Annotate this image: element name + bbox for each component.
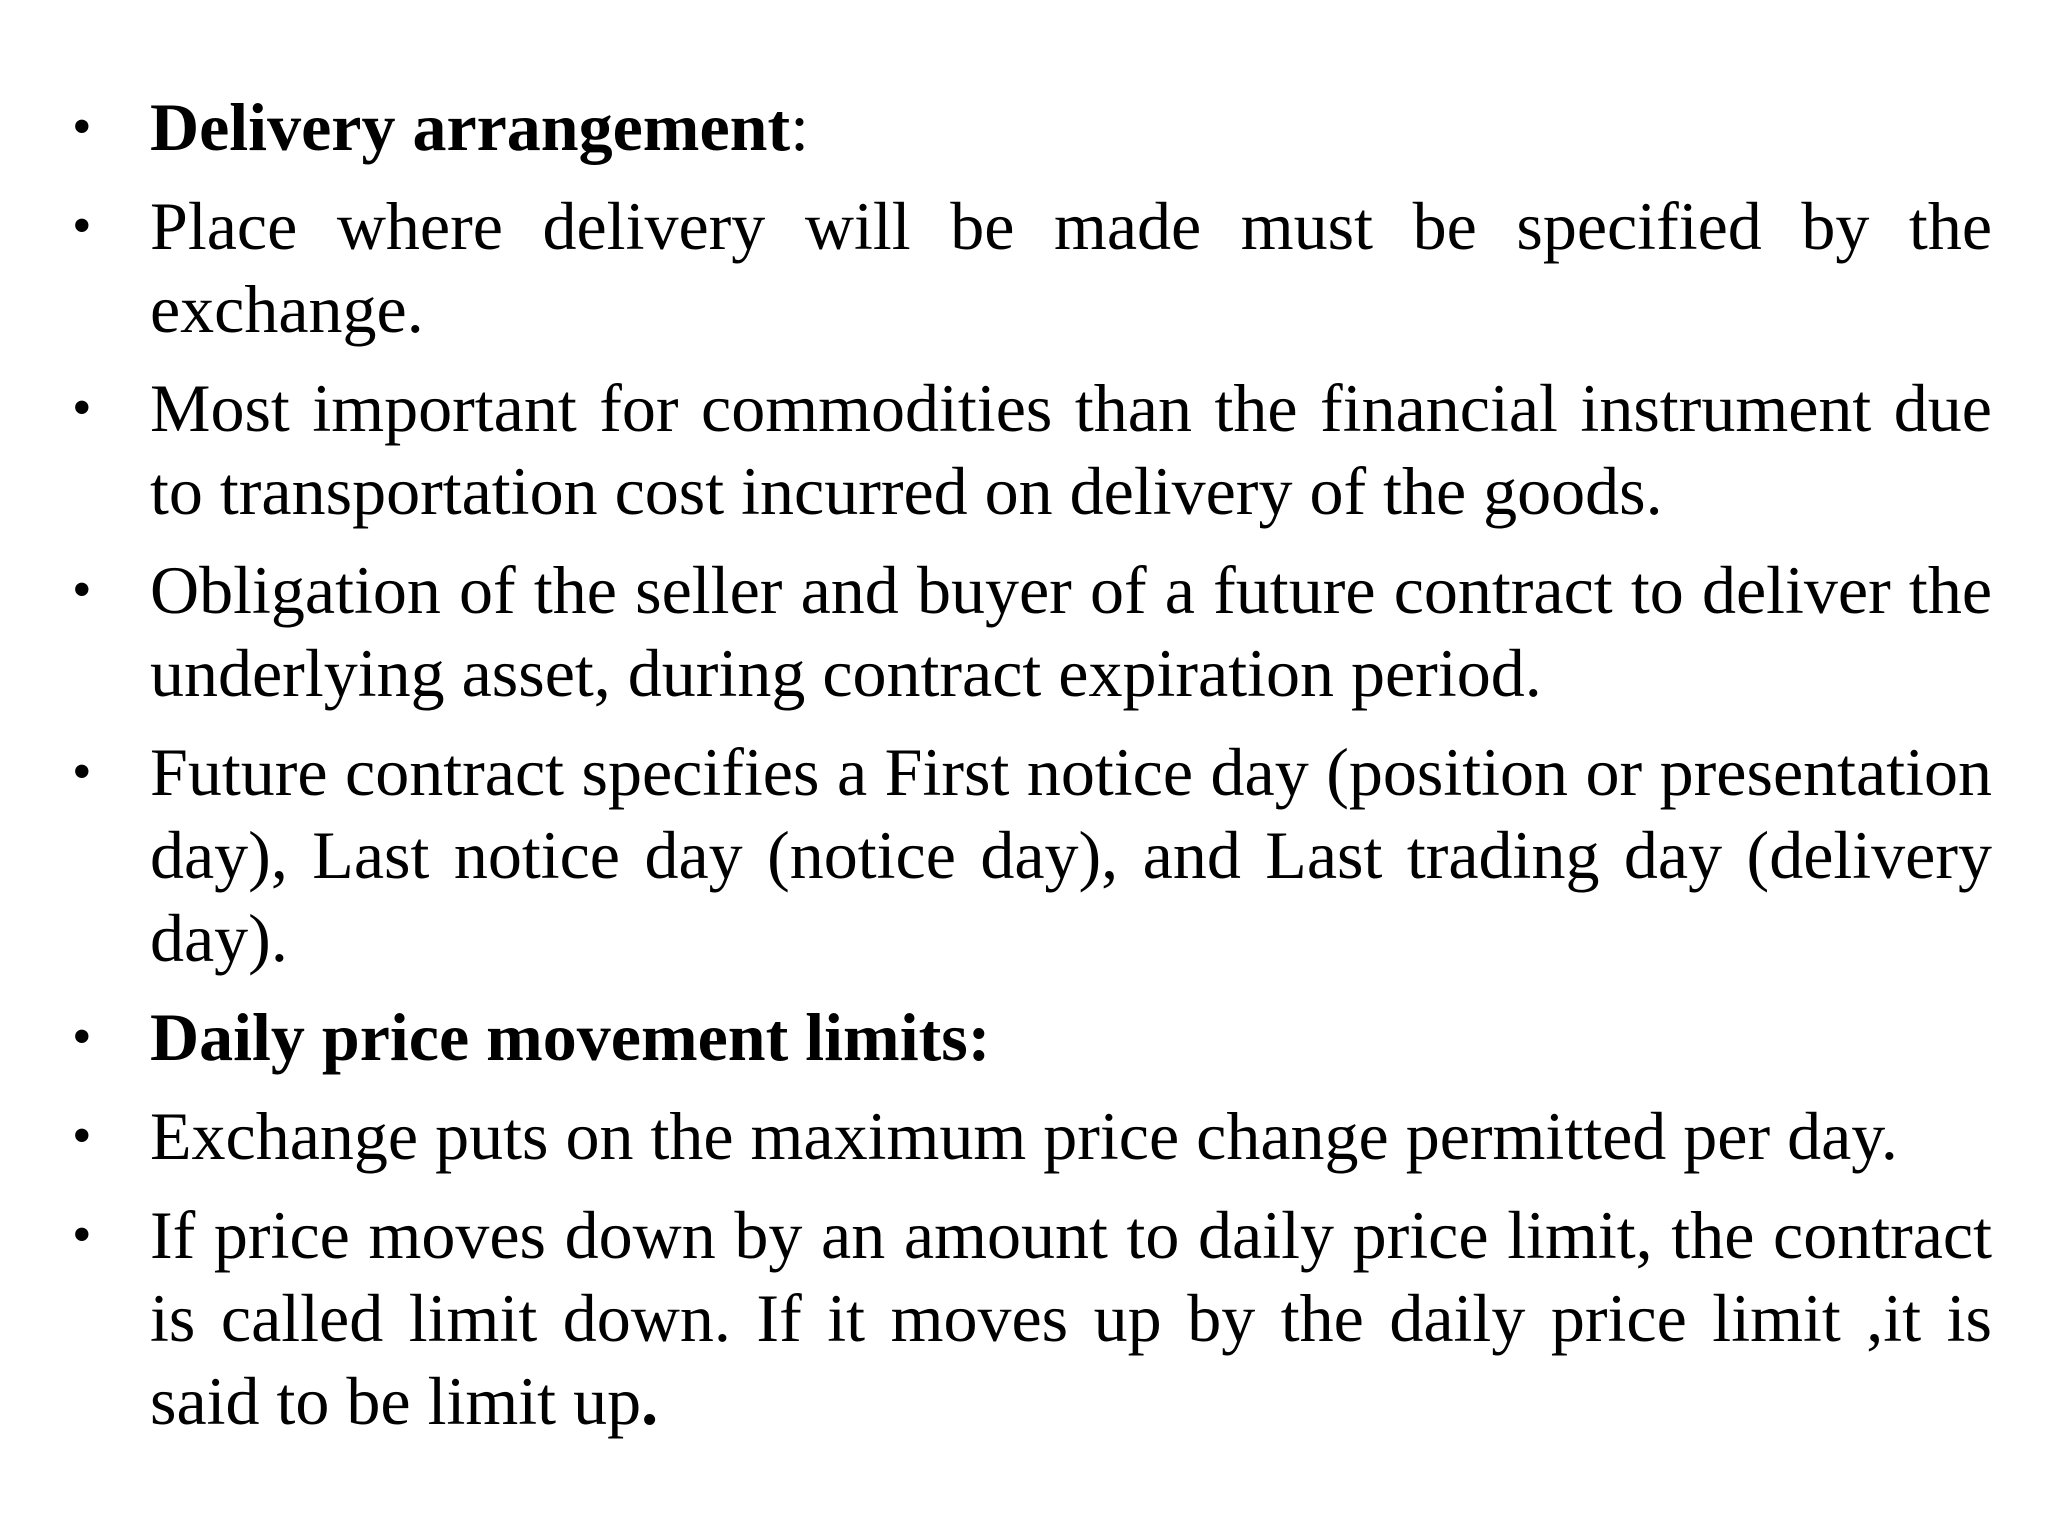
bullet-list — [62, 86, 1992, 1459]
bullet-item-delivery-arrangement — [62, 86, 1992, 169]
bullet-icon: • — [72, 377, 92, 439]
bullet-text — [150, 1194, 1992, 1443]
bullet-icon: • — [72, 559, 92, 621]
bullet-icon: • — [72, 1006, 92, 1068]
bullet-text: Exchange puts on the maximum price change permitted per day. — [150, 1098, 1898, 1174]
bullet-text: Future contract specifies a First notice day (position or presentation day), Last notice day (notice day), and Last trading day (delivery day). — [150, 734, 1992, 976]
bullet-item-max-price-change — [62, 1095, 1992, 1178]
bullet-icon: • — [72, 96, 92, 158]
bullet-item-limit-up-down — [62, 1194, 1992, 1443]
bullet-heading-colon: : — [790, 89, 809, 165]
limit-text-period: . — [641, 1363, 659, 1439]
bullet-text — [150, 86, 1992, 169]
bullet-icon: • — [72, 741, 92, 803]
bullet-item-commodities — [62, 367, 1992, 533]
bullet-heading: Daily price movement limits: — [150, 999, 991, 1075]
bullet-text: Most important for commodities than the financial instrument due to transportation cost incurred on delivery of the goods. — [150, 370, 1992, 529]
bullet-heading: Delivery arrangement — [150, 89, 791, 165]
bullet-item-daily-price-limits — [62, 996, 1992, 1079]
bullet-icon: • — [72, 1105, 92, 1167]
limit-text: If price moves down by an amount to daily price limit, the contract is called limit down. If it moves up by the daily price limit ,it is said to be limit up — [150, 1197, 1992, 1439]
bullet-item-notice-days — [62, 731, 1992, 980]
bullet-text: Place where delivery will be made must be specified by the exchange. — [150, 188, 1992, 347]
bullet-item-delivery-place — [62, 185, 1992, 351]
bullet-text: Obligation of the seller and buyer of a future contract to deliver the underlying asset, during contract expiration period. — [150, 552, 1992, 711]
bullet-item-obligation — [62, 549, 1992, 715]
bullet-icon: • — [72, 195, 92, 257]
bullet-icon: • — [72, 1204, 92, 1266]
